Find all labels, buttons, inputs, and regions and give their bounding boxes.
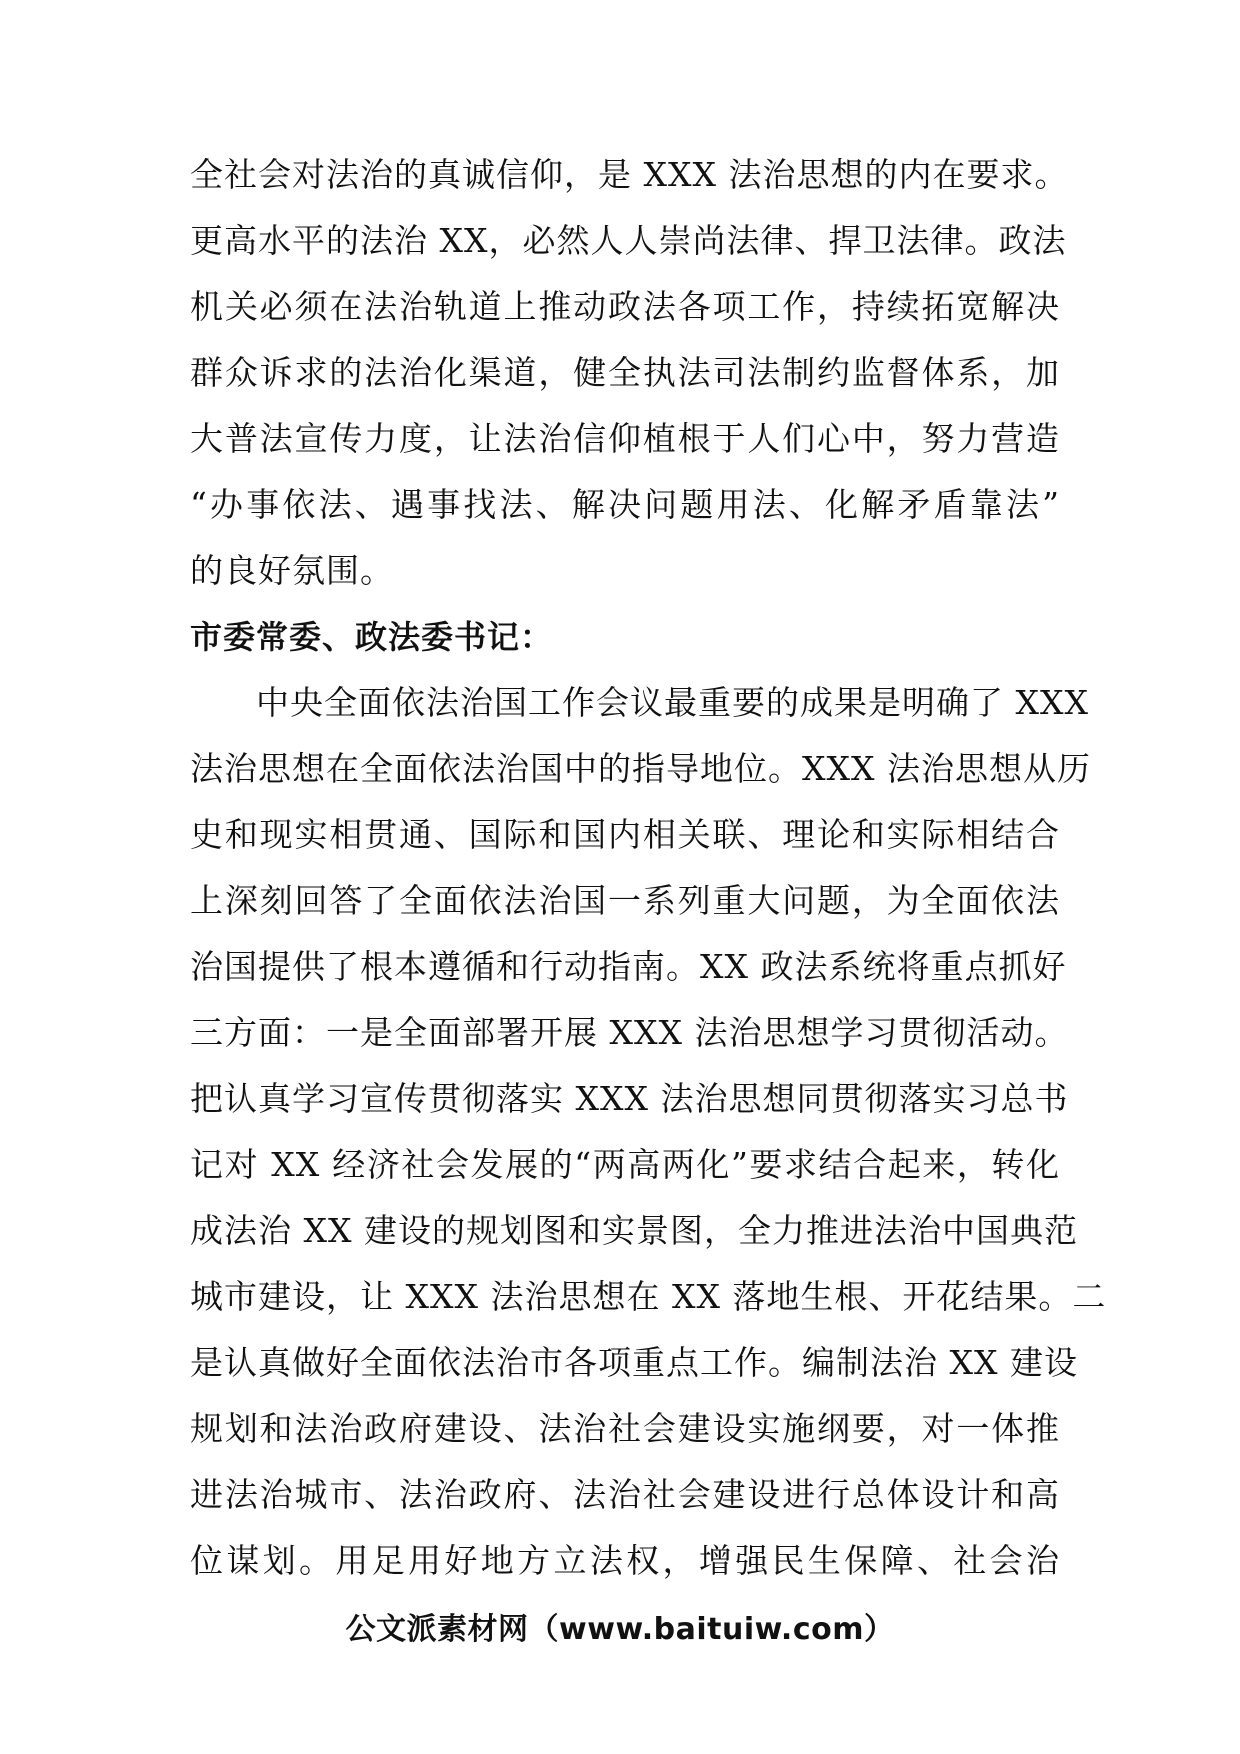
- paragraph-line: 治国提供了根本遵循和行动指南。XX 政法系统将重点抓好: [190, 947, 1067, 986]
- paragraph-line: 是认真做好全面依法治市各项重点工作。编制法治 XX 建设: [190, 1343, 1078, 1382]
- paragraph-line: 更高水平的法治 XX，必然人人崇尚法律、捍卫法律。政法: [190, 221, 1067, 260]
- paragraph-line: 记对 XX 经济社会发展的“两高两化”要求结合起来，转化: [190, 1145, 1060, 1184]
- paragraph-line: 中央全面依法治国工作会议最重要的成果是明确了 XXX: [256, 683, 1089, 722]
- paragraph-line: 成法治 XX 建设的规划图和实景图，全力推进法治中国典范: [190, 1211, 1078, 1250]
- paragraph-line: 位谋划。用足用好地方立法权，增强民生保障、社会治: [190, 1541, 1060, 1580]
- paragraph-line: 的良好氛围。: [190, 551, 394, 590]
- paragraph-line: 规划和法治政府建设、法治社会建设实施纲要，对一体推: [190, 1409, 1060, 1448]
- paragraph-line: 大普法宣传力度，让法治信仰植根于人们心中，努力营造: [190, 419, 1060, 458]
- paragraph-line: “办事依法、遇事找法、解决问题用法、化解矛盾靠法”: [190, 485, 1060, 524]
- paragraph-line: 城市建设，让 XXX 法治思想在 XX 落地生根、开花结果。二: [190, 1277, 1107, 1316]
- paragraph-line: 群众诉求的法治化渠道，健全执法司法制约监督体系，加: [190, 353, 1060, 392]
- section-heading: 市委常委、政法委书记：: [190, 618, 554, 656]
- paragraph-line: 上深刻回答了全面依法治国一系列重大问题，为全面依法: [190, 881, 1060, 920]
- paragraph-line: 史和现实相贯通、国际和国内相关联、理论和实际相结合: [190, 815, 1060, 854]
- paragraph-line: 三方面：一是全面部署开展 XXX 法治思想学习贯彻活动。: [190, 1013, 1069, 1052]
- paragraph-line: 把认真学习宣传贯彻落实 XXX 法治思想同贯彻落实习总书: [190, 1079, 1069, 1118]
- paragraph-line: 机关必须在法治轨道上推动政法各项工作，持续拓宽解决: [190, 287, 1060, 326]
- page-footer: 公文派素材网（www.baituiw.com）: [345, 1612, 895, 1647]
- paragraph-line: 全社会对法治的真诚信仰，是 XXX 法治思想的内在要求。: [190, 155, 1069, 194]
- paragraph-line: 法治思想在全面依法治国中的指导地位。XXX 法治思想从历: [190, 749, 1091, 788]
- paragraph-line: 进法治城市、法治政府、法治社会建设进行总体设计和高: [190, 1475, 1060, 1514]
